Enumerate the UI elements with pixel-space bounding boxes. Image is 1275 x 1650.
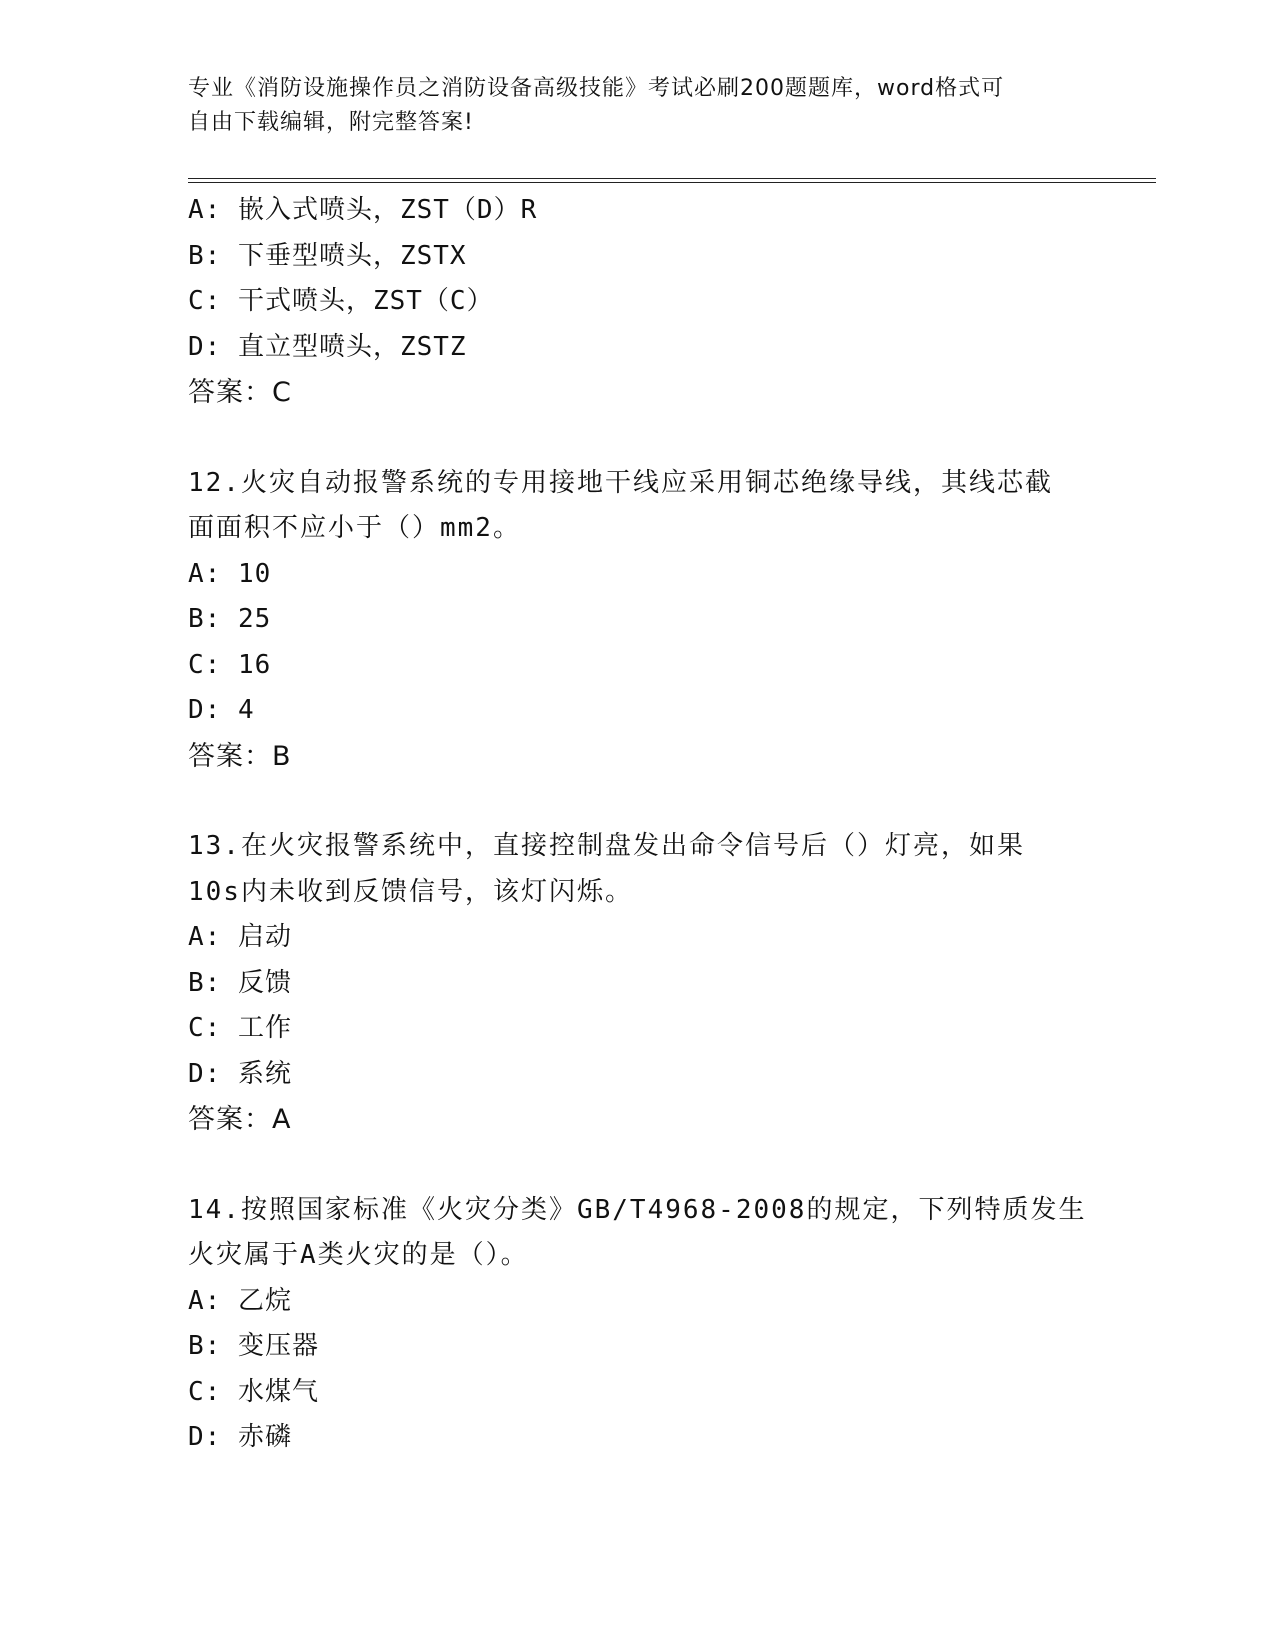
option-b: B: 25 <box>188 604 272 634</box>
question-14 <box>188 1188 1088 1461</box>
header-divider <box>188 178 1156 183</box>
option-b: B: 下垂型喷头，ZSTX <box>188 240 467 271</box>
option-c: C: 工作 <box>188 1013 292 1043</box>
option-b: B: 变压器 <box>188 1331 319 1361</box>
option-a: A: 启动 <box>188 922 292 952</box>
option-a: A: 10 <box>188 558 272 589</box>
question-11 <box>188 188 1088 416</box>
document-header <box>188 72 1068 140</box>
question-text-line-1: 14.按照国家标准《火灾分类》GB/T4968-2008的规定，下列特质发生 <box>188 1194 1087 1225</box>
option-c: C: 水煤气 <box>188 1376 319 1407</box>
option-d: D: 4 <box>188 695 255 725</box>
header-line-1: 专业《消防设施操作员之消防设备高级技能》考试必刷200题题库，word格式可 <box>188 76 1005 101</box>
option-a: A: 嵌入式喷头，ZST（D）R <box>188 195 538 225</box>
question-13 <box>188 824 1088 1143</box>
option-d: D: 直立型喷头，ZSTZ <box>188 331 467 362</box>
option-c: C: 干式喷头，ZST（C） <box>188 286 494 316</box>
answer: 答案：B <box>188 740 292 772</box>
question-text-line-2: 火灾属于A类火灾的是（）。 <box>188 1240 529 1270</box>
header-line-2: 自由下载编辑，附完整答案! <box>188 110 474 135</box>
question-text-line-1: 13.在火灾报警系统中，直接控制盘发出命令信号后（）灯亮，如果 <box>188 831 1025 861</box>
option-d: D: 赤磷 <box>188 1422 292 1452</box>
answer: 答案：C <box>188 377 292 408</box>
question-text-line-2: 10s内未收到反馈信号，该灯闪烁。 <box>188 876 633 907</box>
question-list <box>188 188 1088 1461</box>
question-text-line-1: 12.火灾自动报警系统的专用接地干线应采用铜芯绝缘导线，其线芯截 <box>188 467 1053 498</box>
question-12 <box>188 461 1088 780</box>
option-b: B: 反馈 <box>188 967 292 998</box>
option-c: C: 16 <box>188 649 272 680</box>
option-d: D: 系统 <box>188 1058 292 1089</box>
question-text-line-2: 面面积不应小于（）mm2。 <box>188 513 521 543</box>
option-a: A: 乙烷 <box>188 1285 292 1316</box>
answer: 答案：A <box>188 1104 292 1135</box>
